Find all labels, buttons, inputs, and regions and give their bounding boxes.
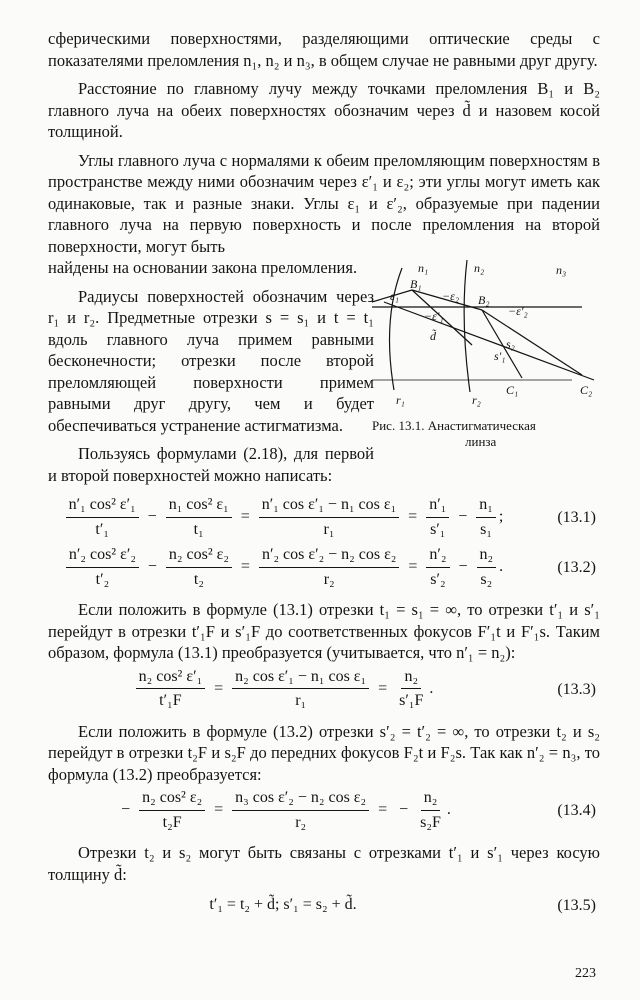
- paragraph-1: сферическими поверхностями, разделяющими оптические среды с показателями преломления n₁, n₂ и n₃, в общем случае не равными друг другу.: [48, 29, 600, 70]
- equation-number: (13.5): [557, 897, 596, 914]
- label-n2: n₂: [474, 261, 485, 275]
- eq1-term2: $\frac{\text{n₁ cos² ε₁}}{\text{t₁}}$: [166, 494, 232, 540]
- eq1-term3: $\frac{\text{n′₁ cos ε′₁ − n₁ cos ε₁}}{\text{r₁}}$: [259, 494, 399, 540]
- eq3-term1: $\frac{\text{n₂ cos² ε′₁}}{\text{t′₁F}}$: [136, 666, 206, 712]
- eq2-term1: $\frac{\text{n′₂ cos² ε′₂}}{\text{t′₂}}$: [66, 544, 139, 590]
- equation-number: (13.4): [557, 802, 596, 819]
- normal-line: [482, 310, 522, 378]
- equation-number: (13.1): [557, 509, 596, 526]
- label-minus-eps2: −ε₂: [442, 289, 459, 303]
- eq4-term2: $\frac{\text{n₃ cos ε′₂ − n₂ cos ε₂}}{\text{r₂}}$: [232, 787, 369, 833]
- paragraph-6: Если положить в формуле (13.1) отрезки t₁ = s₁ = ∞, то отрезки t′₁ и s′₁ перейдут в отрезки t′₁F и s′₁F до соответственных фокусов F′₁t и F′₁s. Таким образом, формула (13.1) преобразуется (учитывается, что n′₁ = n₂):: [48, 600, 600, 662]
- eq4-term3: $\frac{\text{n₂}}{\text{s₂F}}$: [420, 789, 441, 831]
- label-n3: n₃: [556, 263, 567, 277]
- equation-13-3: $\frac{\text{n₂ cos² ε′₁}}{\text{t′₁F}}$ = $\frac{\text{n₂ cos ε′₁ − n₁ cos ε₁}}{\text{r₁}}$ = $\frac{\text{n₂}}{\text{s′₁F}}$ . (13.3): [48, 664, 600, 714]
- paragraph-4: Радиусы поверхностей обозначим через r₁ и r₂. Предметные отрезки s = s₁ и t = t₁ вдоль главного луча примем равными бесконечности; отрезки после второй преломляющей поверхности примем равными друг другу, чем и будет обеспечиваться устранение астигматизма.: [48, 286, 374, 435]
- second-surface: [464, 260, 470, 392]
- label-s1-prime: s′₁: [494, 349, 506, 363]
- label-eps1: ε₁: [390, 289, 399, 303]
- label-minus-eps2-prime: −ε′₂: [508, 304, 528, 318]
- label-C1: C₁: [506, 383, 519, 397]
- equation-13-1: $\frac{\text{n′₁ cos² ε′₁}}{\text{t′₁}}$ − $\frac{\text{n₁ cos² ε₁}}{\text{t₁}}$ = $\frac{\text{n′₁ cos ε′₁ − n₁ cos ε₁}}{\text{r₁}}$ = $\frac{\text{n′₁}}{\text{s′₁}}$ − $\frac{\text{n₁}}{\text{s₁}}$ ; (13.1): [48, 492, 600, 542]
- equation-13-2: $\frac{\text{n′₂ cos² ε′₂}}{\text{t′₂}}$ − $\frac{\text{n₂ cos² ε₂}}{\text{t₂}}$ = $\frac{\text{n′₂ cos ε′₂ − n₂ cos ε₂}}{\text{r₂}}$ = $\frac{\text{n′₂}}{\text{s′₂}}$ − $\frac{\text{n₂}}{\text{s₂}}$ . (13.2): [48, 542, 600, 592]
- paragraph-5: Пользуясь формулами (2.18), для первой и второй поверхностей можно написать:: [48, 444, 374, 485]
- lens-diagram: [372, 260, 604, 410]
- label-r2: r₂: [472, 393, 481, 407]
- equation-13-4: − $\frac{\text{n₂ cos² ε₂}}{\text{t₂F}}$ = $\frac{\text{n₃ cos ε′₂ − n₂ cos ε₂}}{\text{r₂}}$ = − $\frac{\text{n₂}}{\text{s₂F}}$ . (13.4): [48, 785, 600, 835]
- paragraph-7: Если положить в формуле (13.2) отрезки s′₂ = t′₂ = ∞, то отрезки t₂ и s₂ перейдут в отрезки t₂F и s₂F до передних фокусов F₂t и F₂s. Так как n′₂ = n₃, то формула (13.2) преобразуется:: [48, 721, 600, 784]
- first-surface: [390, 268, 403, 390]
- eq2-term4: $\frac{\text{n′₂}}{\text{s′₂}}$: [426, 544, 449, 590]
- label-n1: n₁: [418, 261, 429, 275]
- refracted-ray: [482, 310, 582, 375]
- figure-13-1: [372, 260, 604, 460]
- caption-text-2: линза: [465, 434, 497, 449]
- paragraph-3-tail: найдены на основании закона преломления.: [48, 258, 358, 277]
- equation-number: (13.2): [557, 559, 596, 576]
- eq2-term3: $\frac{\text{n′₂ cos ε′₂ − n₂ cos ε₂}}{\text{r₂}}$: [259, 544, 399, 590]
- page-body: [48, 28, 600, 925]
- equation-13-5: [48, 885, 600, 925]
- label-C2: C₂: [580, 383, 593, 397]
- figure-caption: [372, 418, 604, 450]
- paragraph-3: Углы главного луча с нормалями к обеим преломляющим поверхностям в пространстве между ними обозначим через ε′₁ и ε₂; эти углы могут иметь как одинаковые, так и разные знаки. Углы ε₁ и ε′₂, образуемые при падении главного луча на первую поверхность и после преломления на второй поверхности, могут быть: [48, 150, 600, 256]
- chief-ray: [384, 302, 594, 380]
- label-minus-eps1-prime: −ε′₁: [424, 309, 444, 323]
- eq1-term1: $\frac{\text{n′₁ cos² ε′₁}}{\text{t′₁}}$: [66, 494, 139, 540]
- eq2-term5: $\frac{\text{n₂}}{\text{s₂}}$: [477, 544, 497, 590]
- eq3-term2: $\frac{\text{n₂ cos ε′₁ − n₁ cos ε₁}}{\text{r₁}}$: [232, 666, 369, 712]
- paragraph-2: Расстояние по главному лучу между точками преломления B₁ и B₂ главного луча на обеих поверхностях обозначим через d̃ и назовем косой толщиной.: [48, 79, 600, 141]
- eq1-term4: $\frac{\text{n′₁}}{\text{s′₁}}$: [426, 494, 449, 540]
- caption-text: Анастигматическая: [427, 418, 536, 433]
- equation-number: (13.3): [557, 680, 596, 698]
- label-B1: B₁: [410, 277, 422, 291]
- label-r1: r₁: [396, 393, 405, 407]
- paragraph-8: Отрезки t₂ и s₂ могут быть связаны с отрезками t′₁ и s′₁ через косую толщину d̃:: [48, 843, 600, 884]
- label-B2: B₂: [478, 293, 490, 307]
- eq4-term1: $\frac{\text{n₂ cos² ε₂}}{\text{t₂F}}$: [139, 787, 205, 833]
- label-d: d̃: [430, 329, 436, 343]
- page-number: 223: [575, 966, 596, 981]
- eq1-term5: $\frac{\text{n₁}}{\text{s₁}}$: [476, 494, 496, 540]
- label-s2: s₂: [506, 337, 515, 351]
- eq5-text: t′₁ = t₂ + d̃; s′₁ = s₂ + d̃.: [209, 896, 357, 914]
- eq2-term2: $\frac{\text{n₂ cos² ε₂}}{\text{t₂}}$: [166, 544, 232, 590]
- eq3-term3: $\frac{\text{n₂}}{\text{s′₁F}}$: [399, 667, 424, 709]
- caption-label: Рис. 13.1.: [372, 418, 425, 433]
